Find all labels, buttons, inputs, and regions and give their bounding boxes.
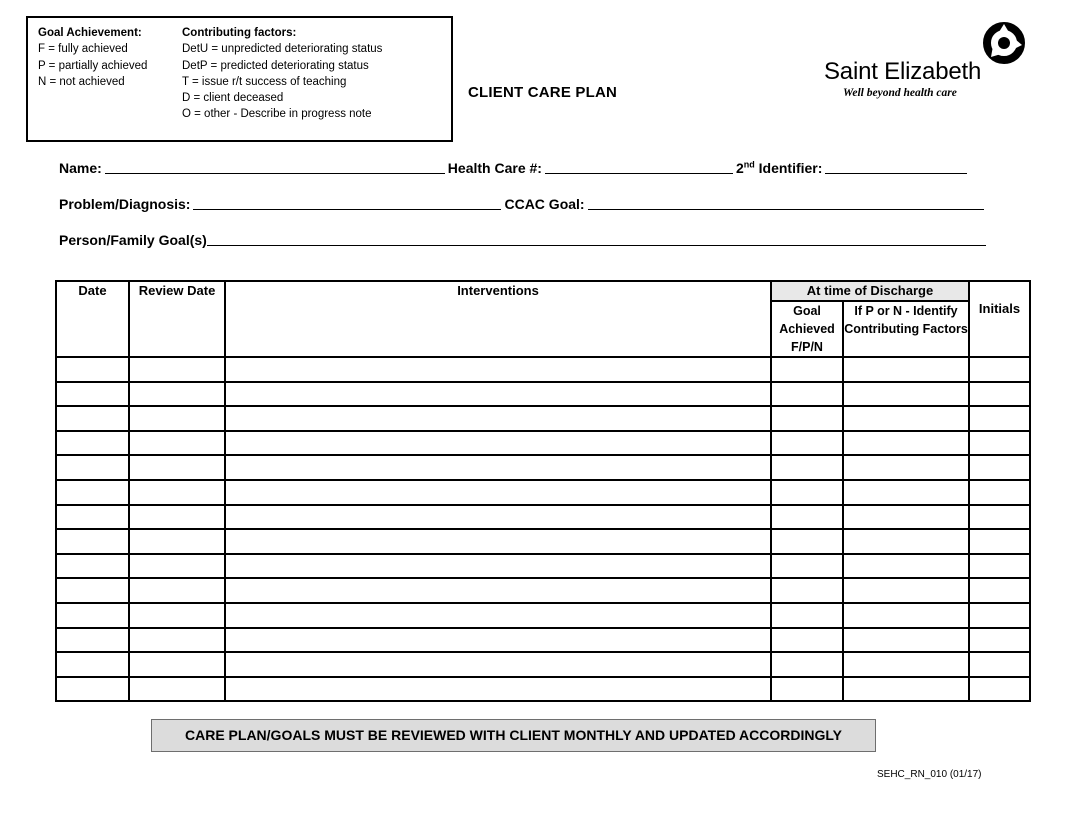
goal-achieved-cell[interactable] <box>771 455 843 480</box>
name-field[interactable] <box>105 159 445 174</box>
contributing-factors-cell[interactable] <box>843 455 969 480</box>
legend-box <box>26 16 453 142</box>
contributing-factors-cell[interactable] <box>843 529 969 554</box>
initials-cell[interactable] <box>969 455 1030 480</box>
table-row <box>56 652 1030 677</box>
identification-row <box>59 159 970 176</box>
problem-diagnosis-field[interactable] <box>193 195 501 210</box>
review-notice-banner: CARE PLAN/GOALS MUST BE REVIEWED WITH CLIENT MONTHLY AND UPDATED ACCORDINGLY <box>151 719 876 752</box>
goal-achieved-cell[interactable] <box>771 529 843 554</box>
date-cell[interactable] <box>56 455 129 480</box>
interventions-cell[interactable] <box>225 382 771 407</box>
table-row <box>56 529 1030 554</box>
interventions-cell[interactable] <box>225 603 771 628</box>
interventions-cell[interactable] <box>225 357 771 382</box>
date-cell[interactable] <box>56 505 129 530</box>
goal-achieved-cell[interactable] <box>771 431 843 456</box>
table-row <box>56 431 1030 456</box>
goal-achieved-cell[interactable] <box>771 382 843 407</box>
contributing-factors-cell[interactable] <box>843 652 969 677</box>
contributing-factors-cell[interactable] <box>843 382 969 407</box>
initials-cell[interactable] <box>969 431 1030 456</box>
ccac-goal-label: CCAC Goal: <box>504 196 585 212</box>
factor-legend-item: DetP = predicted deteriorating status <box>182 59 369 72</box>
review-date-cell[interactable] <box>129 652 225 677</box>
review-date-cell[interactable] <box>129 554 225 579</box>
interventions-cell[interactable] <box>225 406 771 431</box>
interventions-cell[interactable] <box>225 554 771 579</box>
form-code: SEHC_RN_010 (01/17) <box>877 769 982 780</box>
review-date-cell[interactable] <box>129 628 225 653</box>
goal-achieved-cell[interactable] <box>771 357 843 382</box>
health-card-label: Health Care #: <box>447 160 542 176</box>
initials-cell[interactable] <box>969 480 1030 505</box>
date-cell[interactable] <box>56 578 129 603</box>
table-row <box>56 455 1030 480</box>
interventions-cell[interactable] <box>225 529 771 554</box>
contributing-factors-cell[interactable] <box>843 578 969 603</box>
saint-elizabeth-logo-icon <box>982 22 1026 64</box>
review-date-cell[interactable] <box>129 603 225 628</box>
table-row <box>56 554 1030 579</box>
goal-achieved-cell[interactable] <box>771 652 843 677</box>
date-cell[interactable] <box>56 406 129 431</box>
second-identifier-field[interactable] <box>825 159 967 174</box>
review-date-cell[interactable] <box>129 455 225 480</box>
health-card-field[interactable] <box>545 159 733 174</box>
problem-diagnosis-label: Problem/Diagnosis: <box>59 196 191 212</box>
review-date-cell[interactable] <box>129 505 225 530</box>
factor-legend-item: T = issue r/t success of teaching <box>182 75 347 88</box>
contributing-factors-cell[interactable] <box>843 505 969 530</box>
date-cell[interactable] <box>56 357 129 382</box>
table-row <box>56 480 1030 505</box>
table-row <box>56 382 1030 407</box>
interventions-cell[interactable] <box>225 652 771 677</box>
date-cell[interactable] <box>56 480 129 505</box>
table-row <box>56 628 1030 653</box>
table-row <box>56 406 1030 431</box>
date-cell[interactable] <box>56 652 129 677</box>
review-date-cell[interactable] <box>129 677 225 702</box>
initials-cell[interactable] <box>969 603 1030 628</box>
logo-tagline: Well beyond health care <box>843 87 957 99</box>
interventions-cell[interactable] <box>225 505 771 530</box>
goal-achievement-legend <box>38 25 147 90</box>
initials-cell[interactable] <box>969 406 1030 431</box>
factor-legend-item: D = client deceased <box>182 92 284 105</box>
contributing-factors-cell[interactable] <box>843 628 969 653</box>
review-date-cell[interactable] <box>129 406 225 431</box>
goal-achieved-cell[interactable] <box>771 677 843 702</box>
date-cell[interactable] <box>56 382 129 407</box>
contributing-factors-cell[interactable] <box>843 554 969 579</box>
family-goal-field[interactable] <box>207 231 986 246</box>
initials-cell[interactable] <box>969 628 1030 653</box>
date-cell[interactable] <box>56 628 129 653</box>
date-cell[interactable] <box>56 677 129 702</box>
review-date-cell[interactable] <box>129 357 225 382</box>
goal-achieved-cell[interactable] <box>771 603 843 628</box>
table-row <box>56 505 1030 530</box>
initials-cell[interactable] <box>969 652 1030 677</box>
family-goal-row <box>59 231 989 248</box>
review-date-cell[interactable] <box>129 431 225 456</box>
initials-header: Initials <box>969 281 1030 357</box>
page-title: CLIENT CARE PLAN <box>468 84 618 101</box>
date-cell[interactable] <box>56 431 129 456</box>
interventions-cell[interactable] <box>225 455 771 480</box>
review-date-header: Review Date <box>129 281 225 357</box>
ccac-goal-field[interactable] <box>588 195 984 210</box>
factor-legend-item: DetU = unpredicted deteriorating status <box>182 43 383 56</box>
goal-achieved-header: Goal Achieved F/P/N <box>771 301 843 357</box>
contributing-factors-cell[interactable] <box>843 431 969 456</box>
contributing-factors-cell[interactable] <box>843 677 969 702</box>
goal-legend-item: F = fully achieved <box>38 43 128 56</box>
initials-cell[interactable] <box>969 505 1030 530</box>
date-header: Date <box>56 281 129 357</box>
discharge-group-header: At time of Discharge <box>771 281 969 301</box>
date-cell[interactable] <box>56 529 129 554</box>
date-cell[interactable] <box>56 603 129 628</box>
initials-cell[interactable] <box>969 357 1030 382</box>
care-plan-table <box>55 280 1031 702</box>
goal-legend-item: P = partially achieved <box>38 59 148 72</box>
review-date-cell[interactable] <box>129 529 225 554</box>
contributing-factors-legend <box>182 25 382 123</box>
interventions-cell[interactable] <box>225 480 771 505</box>
contributing-factors-cell[interactable] <box>843 357 969 382</box>
review-date-cell[interactable] <box>129 382 225 407</box>
review-date-cell[interactable] <box>129 578 225 603</box>
contributing-factors-heading: Contributing factors: <box>182 27 297 39</box>
date-cell[interactable] <box>56 554 129 579</box>
goal-achieved-cell[interactable] <box>771 505 843 530</box>
goal-achievement-heading: Goal Achievement: <box>38 27 142 39</box>
table-row <box>56 578 1030 603</box>
goal-achieved-cell[interactable] <box>771 480 843 505</box>
factor-legend-item: O = other - Describe in progress note <box>182 108 372 121</box>
initials-cell[interactable] <box>969 677 1030 702</box>
interventions-cell[interactable] <box>225 628 771 653</box>
goal-achieved-cell[interactable] <box>771 554 843 579</box>
initials-cell[interactable] <box>969 554 1030 579</box>
care-plan-rows <box>56 357 1030 701</box>
initials-cell[interactable] <box>969 382 1030 407</box>
table-row <box>56 357 1030 382</box>
contributing-factors-cell[interactable] <box>843 406 969 431</box>
interventions-cell[interactable] <box>225 578 771 603</box>
logo-name: Saint Elizabeth <box>824 58 982 85</box>
table-row <box>56 603 1030 628</box>
interventions-header: Interventions <box>225 281 771 357</box>
goal-legend-item: N = not achieved <box>38 75 125 88</box>
diagnosis-row <box>59 195 987 212</box>
name-label: Name: <box>59 160 102 176</box>
family-goal-label: Person/Family Goal(s) <box>59 232 207 248</box>
contributing-factors-header: If P or N - Identify Contributing Factors <box>843 301 969 357</box>
contributing-factors-cell[interactable] <box>843 480 969 505</box>
second-identifier-label: 2nd Identifier: <box>735 159 823 176</box>
interventions-cell[interactable] <box>225 431 771 456</box>
contributing-factors-cell[interactable] <box>843 603 969 628</box>
initials-cell[interactable] <box>969 529 1030 554</box>
initials-cell[interactable] <box>969 578 1030 603</box>
goal-achieved-cell[interactable] <box>771 578 843 603</box>
review-date-cell[interactable] <box>129 480 225 505</box>
goal-achieved-cell[interactable] <box>771 628 843 653</box>
goal-achieved-cell[interactable] <box>771 406 843 431</box>
interventions-cell[interactable] <box>225 677 771 702</box>
table-row <box>56 677 1030 702</box>
